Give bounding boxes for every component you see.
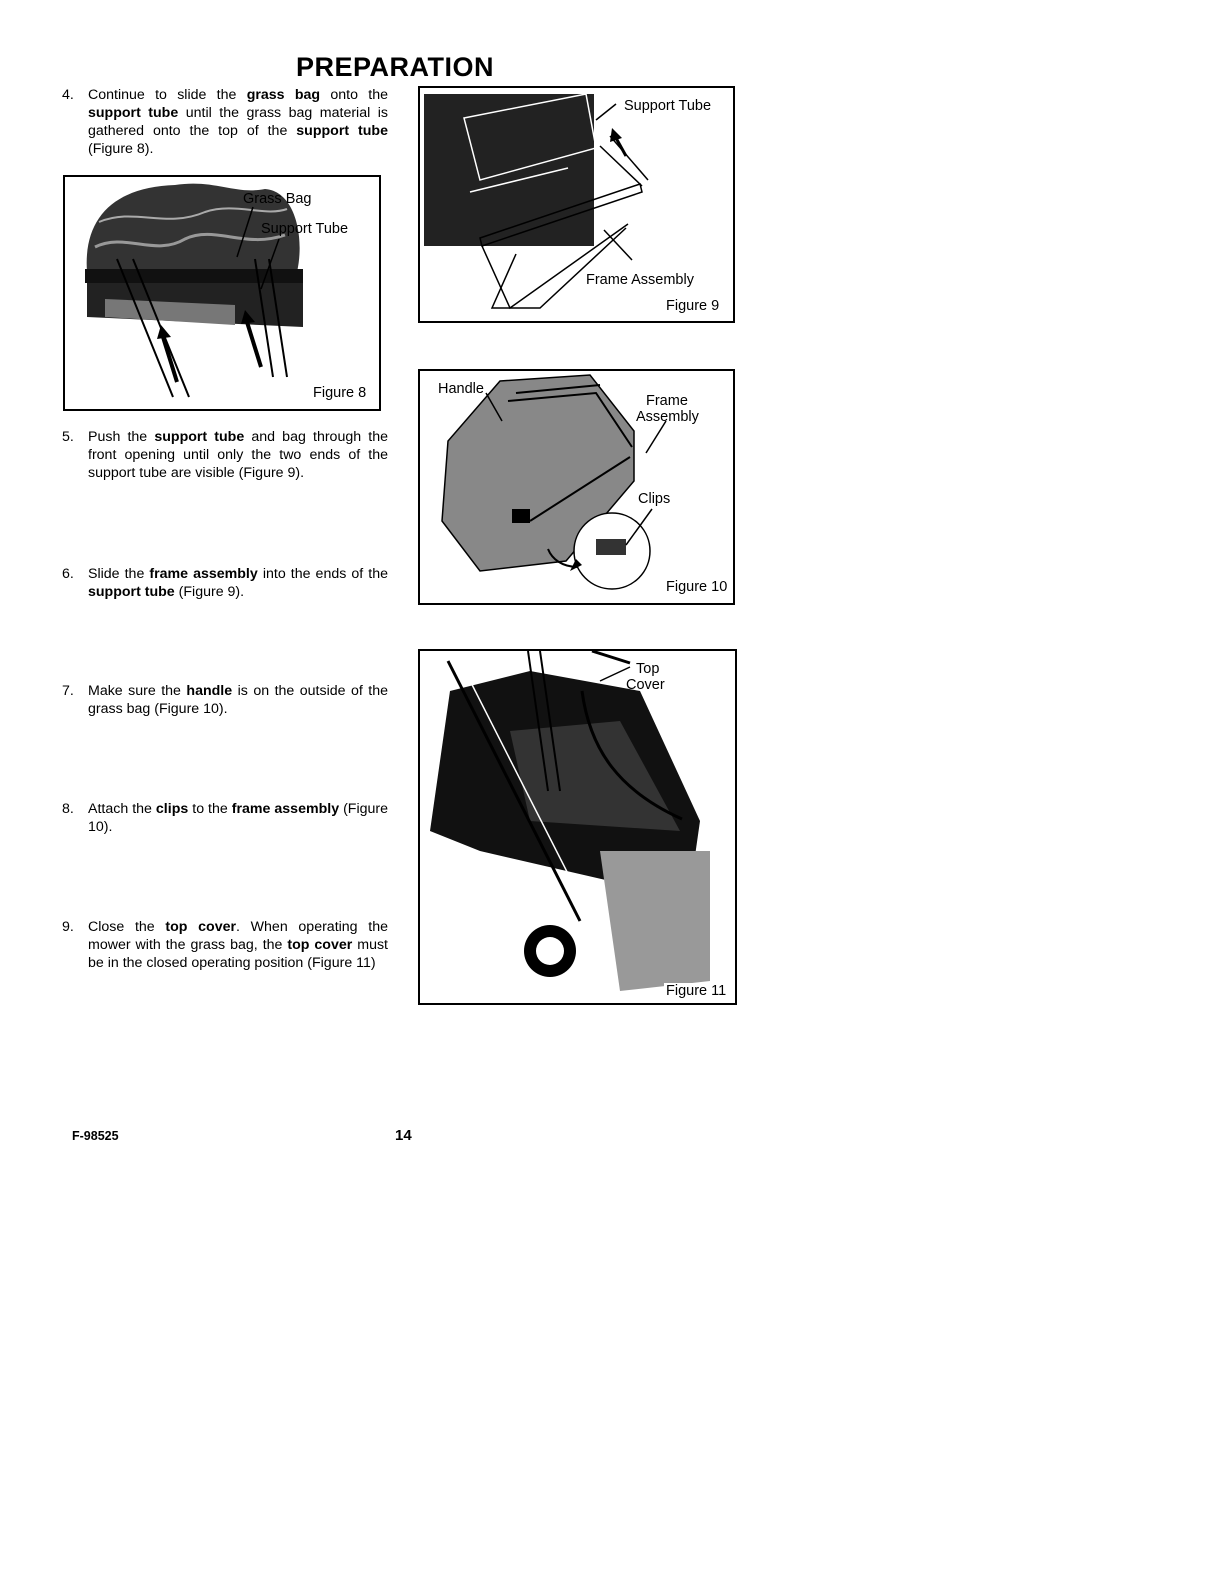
step-run: to the [188,801,232,817]
step-number: 6. [62,566,74,582]
step-text [88,86,388,158]
step-number: 4. [62,87,74,103]
figure-caption: Figure 8 [313,385,367,401]
label-support-tube: Support Tube [261,221,349,237]
label-frame: Frame [646,393,688,409]
page-title: PREPARATION [296,52,495,82]
figure-11 [418,649,737,1005]
step-number: 7. [62,683,74,699]
step-text [88,428,388,482]
step-text [88,565,388,601]
step-run: (Figure 10). [88,801,389,835]
step-run: must be in the closed operating position (Figure 11) [88,937,388,971]
step-9 [62,918,388,972]
step-5 [62,428,388,482]
grass-bag-illustration [65,177,379,409]
step-run: (Figure 9). [174,584,245,600]
step-run: Continue to slide the [88,87,247,103]
figure-10 [418,369,735,605]
step-run: onto the [320,87,388,103]
figure-9 [418,86,735,323]
step-emphasis: support tube [88,584,175,600]
step-emphasis: handle [186,683,233,699]
step-number: 5. [62,429,74,445]
label-cover: Cover [626,677,665,693]
step-run: Make sure the [88,683,187,699]
label-assembly: Assembly [636,409,699,425]
step-emphasis: grass bag [246,87,321,103]
step-run: Attach the [88,801,156,817]
step-text [88,918,388,972]
step-emphasis: clips [155,801,189,817]
step-emphasis: support tube [296,123,388,139]
figure-caption: Figure 10 [666,579,728,595]
step-emphasis: frame assembly [149,566,258,582]
step-emphasis: frame assembly [231,801,340,817]
step-run: into the ends of the [257,566,388,582]
step-4 [62,86,388,158]
step-run: Close the [88,919,166,935]
step-number: 9. [62,919,74,935]
label-top: Top [636,661,660,677]
label-frame-assembly: Frame Assembly [586,272,694,288]
figure-caption: Figure 11 [666,983,727,999]
figure-8 [63,175,381,411]
label-support-tube: Support Tube [624,98,712,114]
step-run: and bag through the front opening until only the two ends of the support tube are visible (Figure 9). [88,429,388,481]
step-run: Slide the [88,566,150,582]
document-code: F-98525 [72,1129,119,1143]
page-number: 14 [395,1127,412,1144]
step-emphasis: support tube [88,105,179,121]
step-run: . When operating the mower with the grass bag, the [88,919,388,953]
label-grass-bag: Grass Bag [243,191,312,207]
step-emphasis: top cover [165,919,237,935]
step-text [88,682,388,718]
step-run: is on the outside of the grass bag (Figure 10). [88,683,388,717]
step-run: (Figure 8). [88,141,154,157]
step-7 [62,682,388,718]
figure-caption: Figure 9 [666,298,720,314]
step-run: Push the [88,429,155,445]
top-cover-mower-illustration [420,651,735,1003]
label-handle: Handle [438,381,484,397]
step-run: until the grass bag material is gathered onto the top of the [88,105,388,139]
step-number: 8. [62,801,74,817]
label-clips: Clips [638,491,671,507]
step-8 [62,800,388,836]
step-emphasis: top cover [287,937,353,953]
step-6 [62,565,388,601]
step-text [88,800,388,836]
step-emphasis: support tube [154,429,245,445]
